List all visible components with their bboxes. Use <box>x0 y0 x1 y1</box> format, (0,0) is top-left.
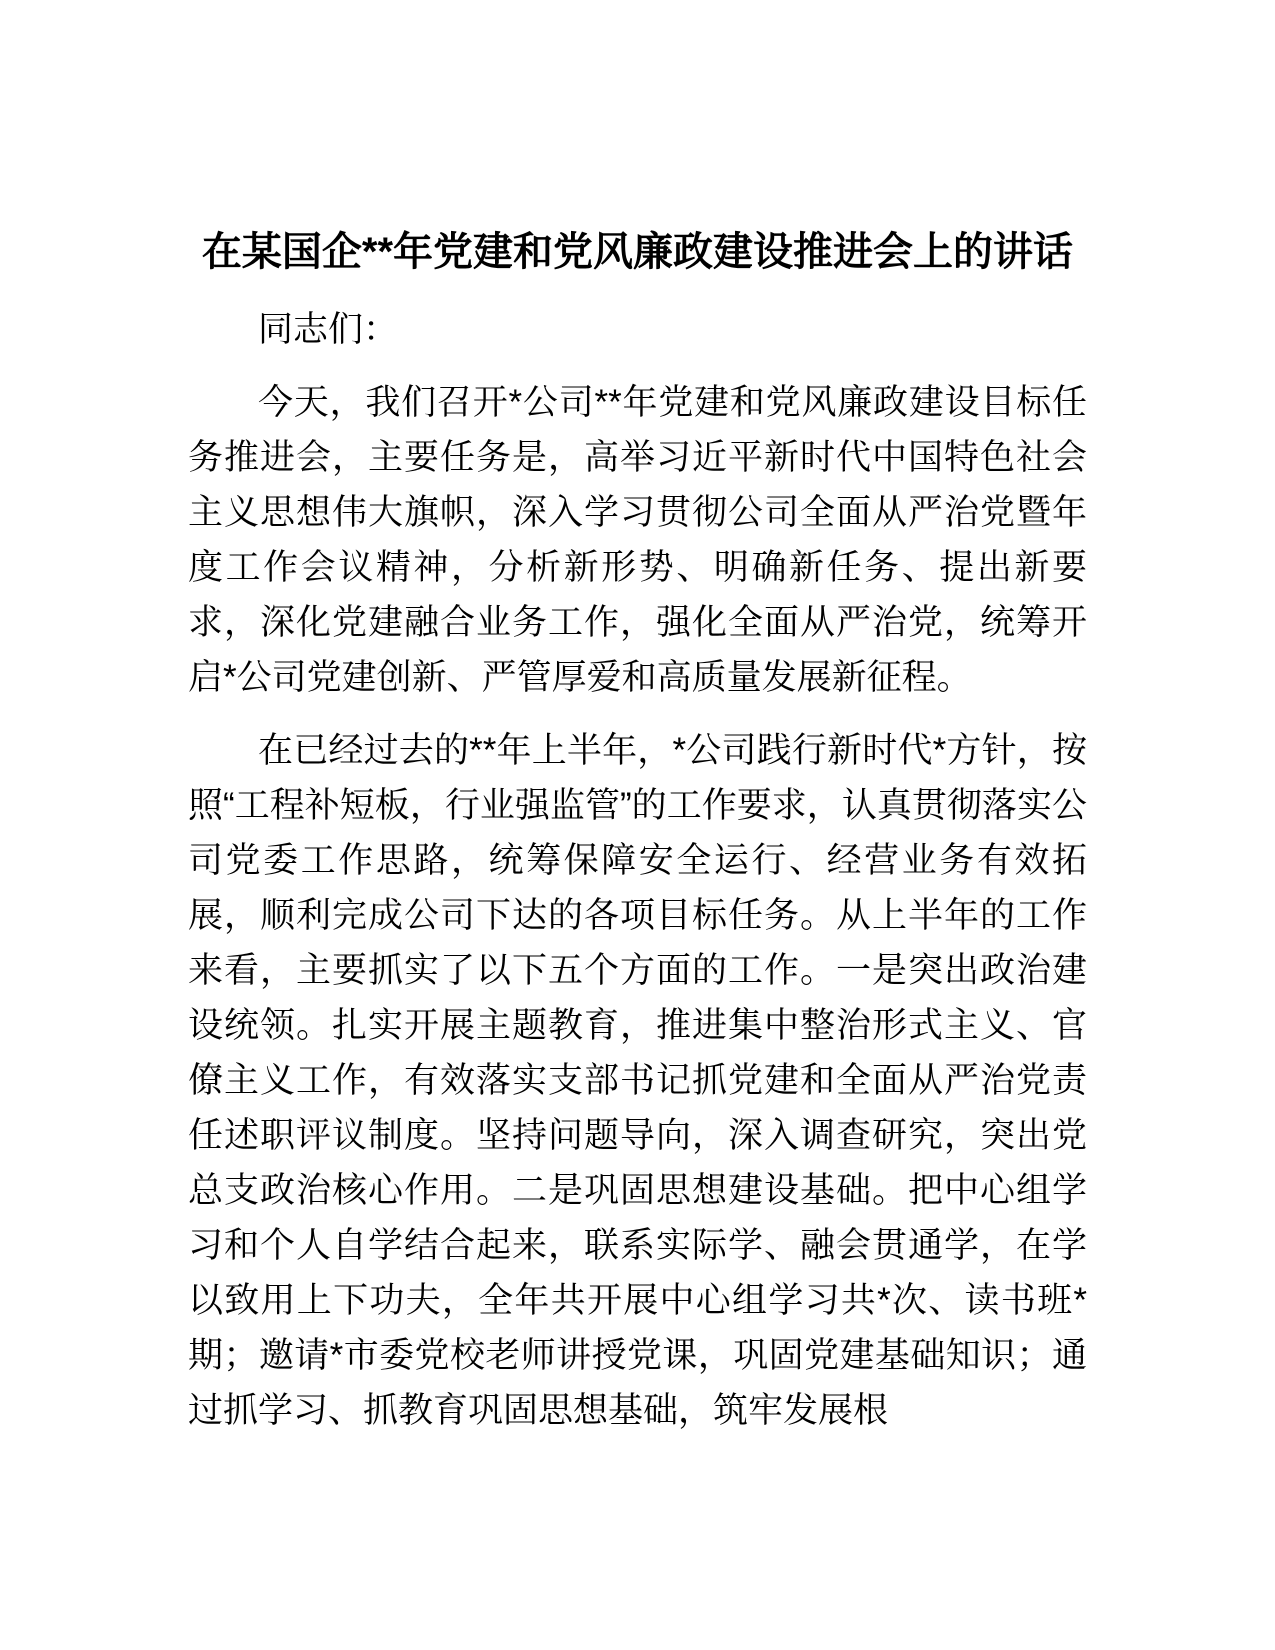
paragraph-intro: 今天，我们召开*公司**年党建和党风廉政建设目标任务推进会，主要任务是，高举习近平新时代中国特色社会主义思想伟大旗帜，深入学习贯彻公司全面从严治党暨年度工作会议精神，分析新形势、明确新任务、提出新要求，深化党建融合业务工作，强化全面从严治党，统筹开启*公司党建创新、严管厚爱和高质量发展新征程。 <box>188 383 1087 697</box>
salutation: 同志们： <box>258 310 399 349</box>
document-title: 在某国企**年党建和党风廉政建设推进会上的讲话 <box>201 230 1074 274</box>
paragraph-review: 在已经过去的**年上半年，*公司践行新时代*方针，按照“工程补短板，行业强监管”的工作要求，认真贯彻落实公司党委工作思路，统筹保障安全运行、经营业务有效拓展，顺利完成公司下达的各项目标任务。从上半年的工作来看，主要抓实了以下五个方面的工作。一是突出政治建设统领。扎实开展主题教育，推进集中整治形式主义、官僚主义工作，有效落实支部书记抓党建和全面从严治党责任述职评议制度。坚持问题导向，深入调查研究，突出党总支政治核心作用。二是巩固思想建设基础。把中心组学习和个人自学结合起来，联系实际学、融会贯通学，在学以致用上下功夫，全年共开展中心组学习共*次、读书班*期；邀请*市委党校老师讲授党课，巩固党建基础知识；通过抓学习、抓教育巩固思想基础，筑牢发展根 <box>188 731 1087 1430</box>
